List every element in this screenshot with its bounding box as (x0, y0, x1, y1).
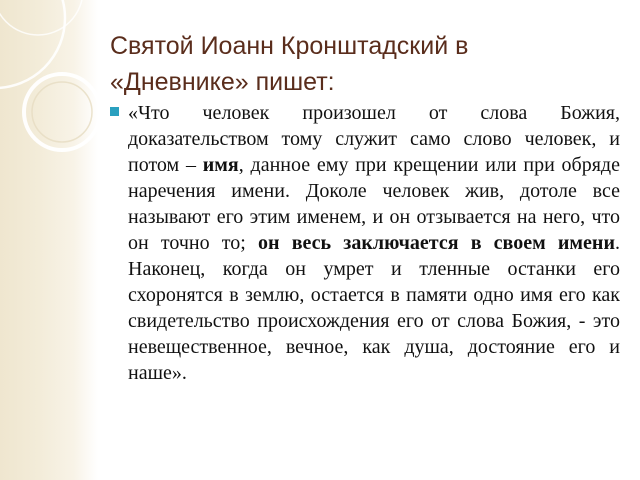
decorative-rings (0, 0, 120, 160)
title-line-1: Святой Иоанн Кронштадский в (110, 32, 469, 60)
title-line-2: «Дневнике» пишет: (110, 68, 335, 96)
bullet-square-icon (110, 107, 119, 116)
quote-text-2: , данное ему при крещении или при обряде наречения имени. Доколе человек жив, дотоле все называют его этим именем, и он отзывается на него, что он точно то; (128, 154, 620, 254)
quote-bold-phrase: он весь заключается в своем имени (258, 232, 615, 254)
quote-block (110, 100, 620, 386)
quote-text-1: «Что человек произошел от слова Божия, доказательством тому служит само слово человек, и потом – (128, 102, 620, 176)
quote-bold-name: имя (202, 154, 239, 176)
quote-text-3: . Наконец, когда он умрет и тленные останки его схоронятся в землю, остается в памяти одно имя его как свидетельство происхождения его от слова Божия, - это невещественное, вечное, как душа, достояние его и наше». (128, 232, 620, 384)
quote-paragraph (128, 100, 620, 386)
slide-title (110, 28, 610, 100)
